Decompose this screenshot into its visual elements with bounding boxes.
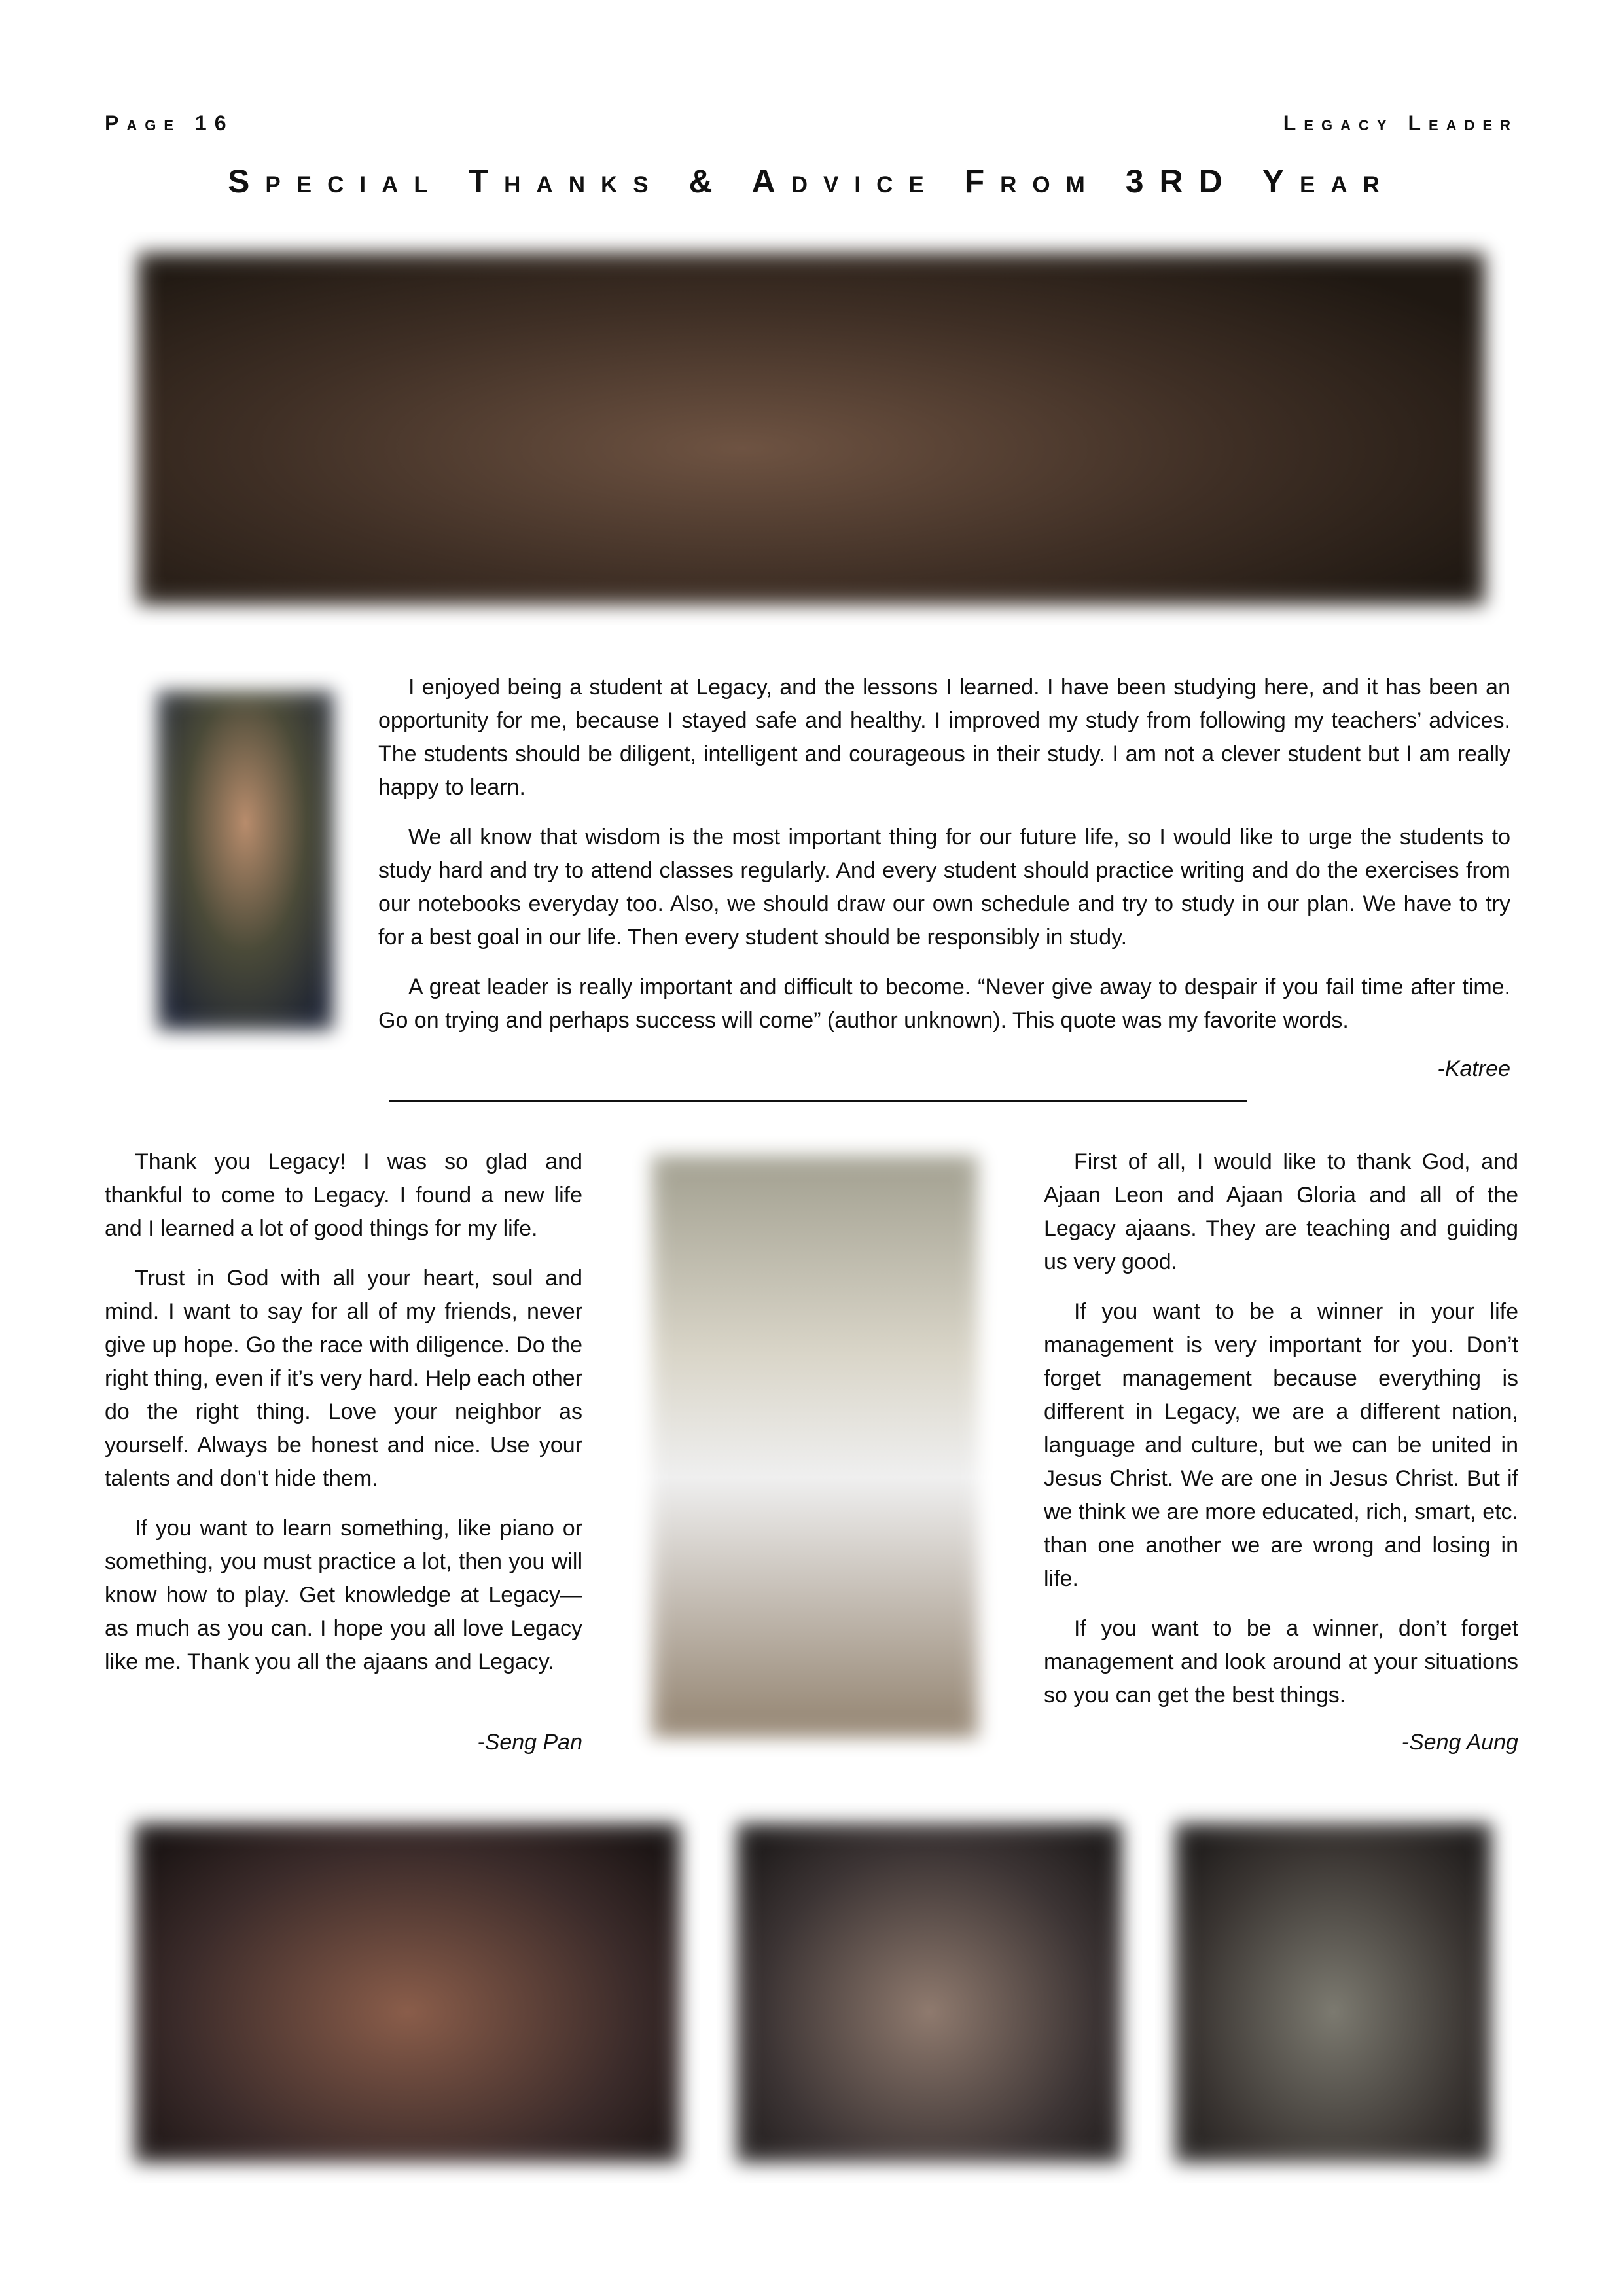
katree-article — [378, 671, 1510, 1054]
section-divider — [389, 1100, 1247, 1102]
seng-pan-article — [105, 1145, 582, 1695]
seng-aung-article — [1044, 1145, 1518, 1729]
seng-pan-signature: -Seng Pan — [477, 1730, 582, 1755]
seng-aung-paragraph: If you want to be a winner in your life management is very important for you. Don’t forget management because everything is different in Legacy, we are a different nation, language and culture, but we can be united in Jesus Christ. We are one in Jesus Christ. But if we think we are more educated, rich, smart, etc. than one another we are wrong and losing in life. — [1044, 1299, 1518, 1591]
katree-portrait-photo — [137, 671, 353, 1050]
katree-signature: -Katree — [1437, 1056, 1510, 1081]
seng-pan-paragraph: Trust in God with all your heart, soul and mind. I want to say for all of my friends, never give up hope. Go the race with diligence. Do the right thing, even if it’s very hard. Help each other do the right thing. Love your neighbor as yourself. Always be honest and nice. Use your talents and don’t hide them. — [105, 1266, 582, 1491]
page-number: Page 16 — [105, 111, 234, 135]
bottom-photo-group — [115, 1803, 700, 2183]
katree-paragraph: I enjoyed being a student at Legacy, and the lessons I learned. I have been studying here, and it has been an opportunity for me, because I stayed safe and healthy. I improved my study from following my teachers’ advices. The students should be diligent, intelligent and courageous in their study. I am not a clever student but I am really happy to learn. — [378, 675, 1510, 800]
seng-aung-paragraph: If you want to be a winner, don’t forget management and look around at your situations so you can get the best things. — [1044, 1616, 1518, 1708]
seng-pan-paragraph: If you want to learn something, like piano or something, you must practice a lot, then you will know how to play. Get knowledge at Legacy—as much as you can. I hope you all love Legacy like me. Thank you all the ajaans and Legacy. — [105, 1516, 582, 1674]
group-photo — [118, 232, 1505, 625]
katree-paragraph: A great leader is really important and difficult to become. “Never give away to despair if you fail time after time. Go on trying and perhaps success will come” (author unknown). This quote was my favorite words. — [378, 975, 1510, 1033]
page-title: Special Thanks & Advice From 3RD Year — [228, 163, 1395, 200]
katree-paragraph: We all know that wisdom is the most important thing for our future life, so I would like to urge the students to study hard and try to attend classes regularly. And every student should practice writing and do the exercises from our notebooks everyday too. Also, we should draw our own schedule and try to study in our plan. We have to try for a best goal in our life. Then every student should be responsibly in study. — [378, 825, 1510, 950]
bottom-photo-trio — [717, 1803, 1142, 2183]
seng-aung-signature: -Seng Aung — [1401, 1730, 1518, 1755]
publication-name: Legacy Leader — [1283, 111, 1518, 135]
seng-aung-paragraph: First of all, I would like to thank God, and Ajaan Leon and Ajaan Gloria and all of the Legacy ajaans. They are teaching and guiding us very good. — [1044, 1149, 1518, 1274]
seng-pan-paragraph: Thank you Legacy! I was so glad and thankful to come to Legacy. I found a new life and I learned a lot of good things for my life. — [105, 1149, 582, 1241]
family-photo — [632, 1136, 998, 1757]
bottom-photo-friends — [1155, 1803, 1512, 2183]
